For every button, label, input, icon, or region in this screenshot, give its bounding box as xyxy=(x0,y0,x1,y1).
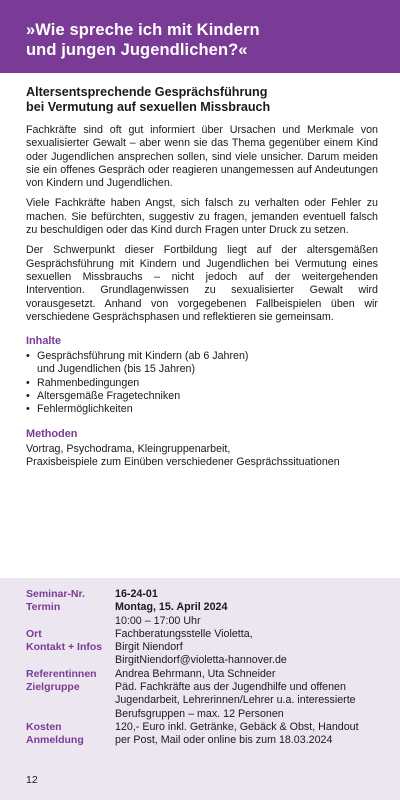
intro-paragraph: Fachkräfte sind oft gut informiert über Ursachen und Merkmale von sexualisierter Gewalt – aber wenn sie das Thema gegenüber einem Kind oder Jugendlichen ansprechen sollen, sind viele unsicher. Darum meiden sie ein offenes Gespräch oder reagieren unangemessen auf Andeutungen von Kindern und Jugendlichen. xyxy=(26,124,378,190)
info-row-kontakt xyxy=(26,641,386,668)
list-item xyxy=(26,350,378,377)
anmeldung-value: per Post, Mail oder online bis zum 18.03.2024 xyxy=(115,734,333,747)
kontakt-label: Kontakt + Infos xyxy=(26,641,103,654)
info-row-zielgruppe xyxy=(26,681,386,721)
list-item-text-continued: und Jugendlichen (bis 15 Jahren) xyxy=(37,363,196,376)
seminar-info-panel xyxy=(0,578,400,800)
info-row-seminar xyxy=(26,588,386,601)
seminar-info-table xyxy=(26,588,386,748)
anmeldung-label: Anmeldung xyxy=(26,734,84,747)
list-item xyxy=(26,403,378,416)
kosten-label: Kosten xyxy=(26,720,62,733)
list-item-text: Gesprächsführung mit Kindern (ab 6 Jahren) xyxy=(37,350,249,363)
page-title xyxy=(26,20,380,60)
kontakt-value xyxy=(115,641,386,668)
info-row-anmeldung xyxy=(26,734,386,747)
section-title xyxy=(26,85,378,115)
kontakt-email-link[interactable]: BirgitNiendorf@violetta-hannover.de xyxy=(115,654,287,667)
info-row-referentinnen xyxy=(26,668,386,681)
contents-list xyxy=(26,350,378,416)
list-item xyxy=(26,377,378,390)
methods-heading: Methoden xyxy=(26,427,78,440)
contents-heading: Inhalte xyxy=(26,335,62,348)
termin-value xyxy=(115,601,386,628)
zielgruppe-label: Zielgruppe xyxy=(26,681,80,694)
termin-label: Termin xyxy=(26,601,61,614)
page-number: 12 xyxy=(26,774,38,786)
info-row-termin xyxy=(26,601,386,628)
referentinnen-value: Andrea Behrmann, Uta Schneider xyxy=(115,667,276,680)
info-row-kosten xyxy=(26,721,386,734)
page-title-line2: und jungen Jugendlichen?« xyxy=(26,41,248,59)
section-title-line2: bei Vermutung auf sexuellen Missbrauch xyxy=(26,100,271,114)
zielgruppe-value xyxy=(115,681,386,721)
header-banner xyxy=(0,0,400,73)
kosten-value: 120,- Euro inkl. Getränke, Gebäck & Obst, Handout xyxy=(115,720,359,733)
list-item-text: Fehlermöglichkeiten xyxy=(37,403,133,416)
page-title-line1: »Wie spreche ich mit Kindern xyxy=(26,21,260,39)
seminar-number: 16-24-01 xyxy=(115,588,158,600)
fears-paragraph: Viele Fachkräfte haben Angst, sich falsch zu verhalten oder Fehler zu machen. Sie befürchten, suggestiv zu fragen, jemanden eventuell falsch zu beschuldigen oder das Kind durch Fragen unter Druck zu setzen. xyxy=(26,197,378,237)
zielgruppe-line1: Päd. Fachkräfte aus der Jugendhilfe und offenen xyxy=(115,681,346,694)
termin-date: Montag, 15. April 2024 xyxy=(115,601,228,614)
list-item xyxy=(26,390,378,403)
seminar-label: Seminar-Nr. xyxy=(26,588,85,600)
zielgruppe-line3: Berufsgruppen – max. 12 Personen xyxy=(115,707,284,720)
list-item-text: Rahmenbedingungen xyxy=(37,376,140,389)
kontakt-name: Birgit Niendorf xyxy=(115,641,183,654)
main-content xyxy=(26,85,378,469)
methods-text xyxy=(26,443,378,470)
ort-label: Ort xyxy=(26,627,42,640)
list-item-text: Altersgemäße Fragetechniken xyxy=(37,390,181,403)
focus-paragraph: Der Schwerpunkt dieser Fortbildung liegt auf der altersgemäßen Gesprächsführung mit Kindern und Jugendlichen bei Vermutung eines sexuellen Missbrauchs – nicht jedoch auf der weitergehenden Intervention. Grundlagenwissen zu sexualisierter Gewalt wird vorausgesetzt. Anhand von vorgegebenen Fallbeispielen üben wir verschiedene Gesprächsphasen und reflektieren sie gemeinsam. xyxy=(26,244,378,323)
methods-line1: Vortrag, Psychodrama, Kleingruppenarbeit, xyxy=(26,442,231,455)
referentinnen-label: Referentinnen xyxy=(26,667,97,680)
info-row-ort xyxy=(26,628,386,641)
section-title-line1: Altersentsprechende Gesprächsführung xyxy=(26,85,268,99)
methods-line2: Praxisbeispiele zum Einüben verschiedener Gesprächssituationen xyxy=(26,455,340,468)
ort-value: Fachberatungsstelle Violetta, xyxy=(115,627,253,640)
termin-time: 10:00 – 17:00 Uhr xyxy=(115,614,201,627)
zielgruppe-line2: Jugendarbeit, Lehrerinnen/Lehrer u.a. interessierte xyxy=(115,694,356,707)
